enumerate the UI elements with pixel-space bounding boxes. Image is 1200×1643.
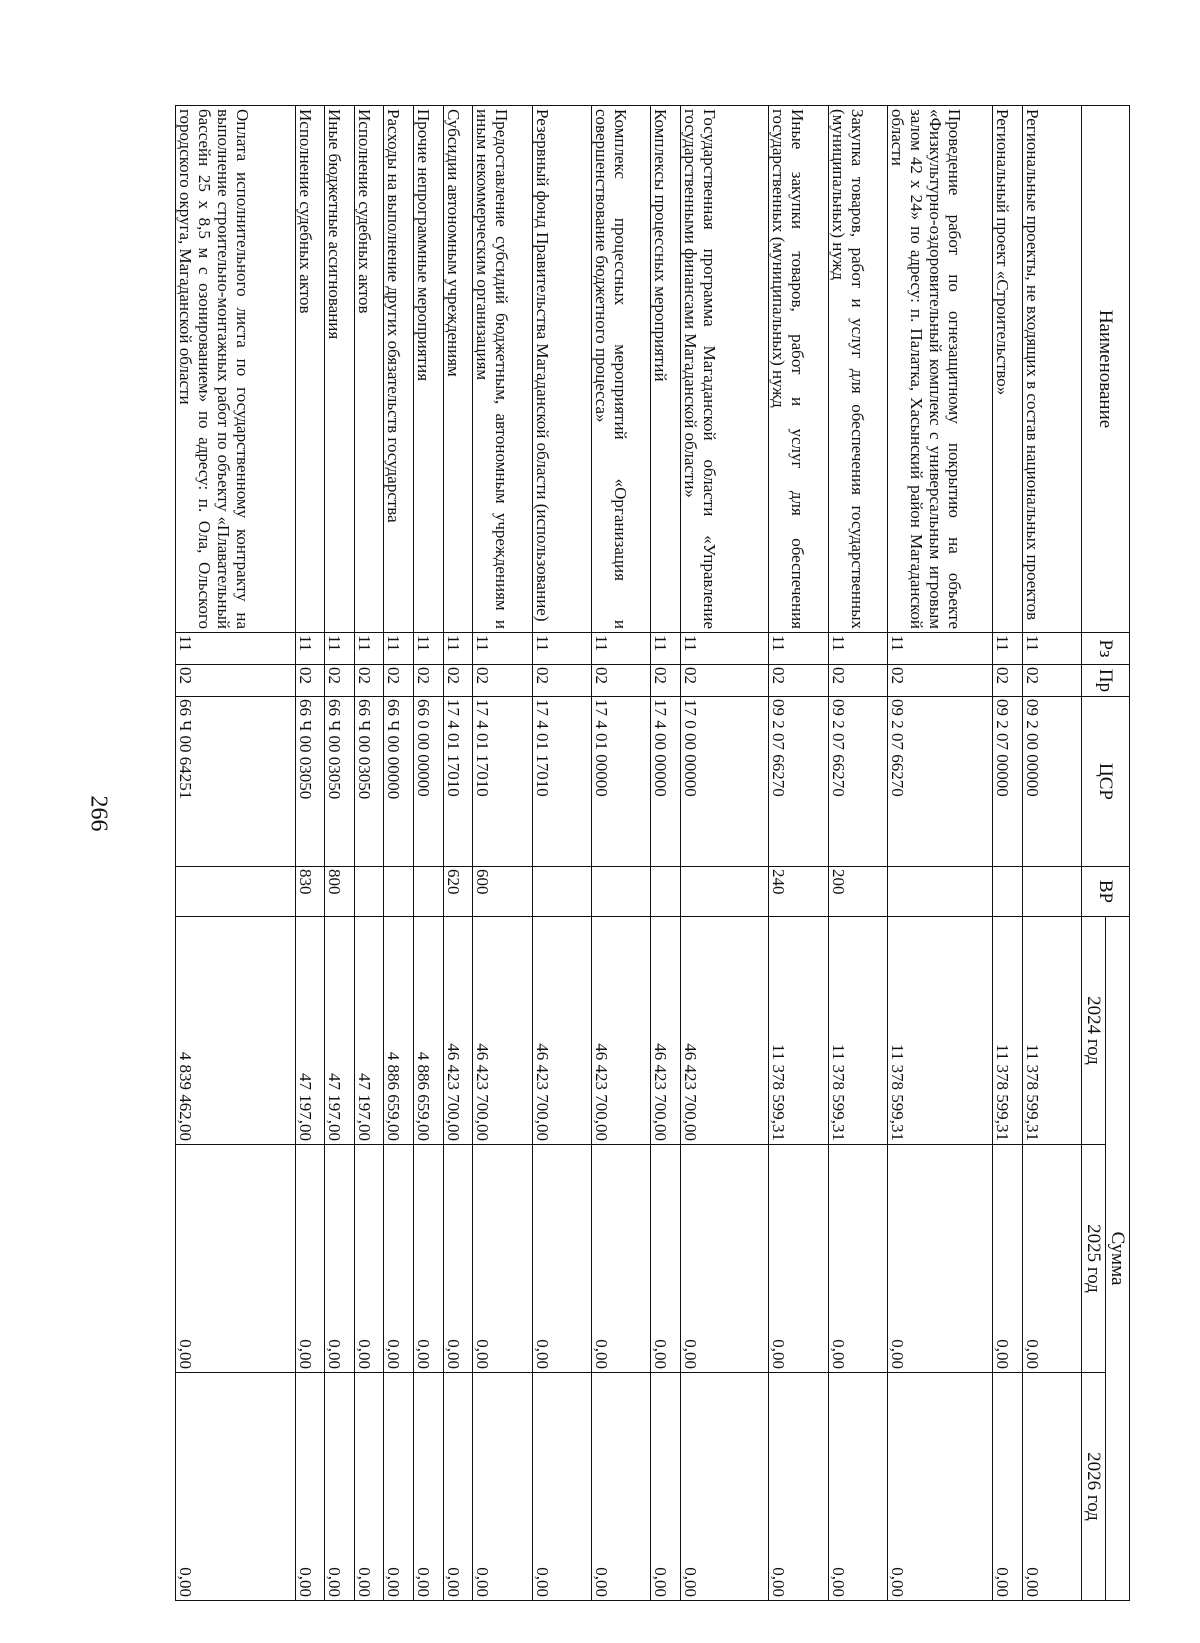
cell-vr [1022,867,1081,917]
cell-pr: 02 [473,665,532,697]
cell-y2024: 11 378 599,31 [769,917,828,1145]
cell-y2026: 0,00 [680,1373,769,1601]
cell-y2026: 0,00 [443,1373,473,1601]
cell-pr: 02 [680,665,769,697]
cell-vr: 620 [443,867,473,917]
cell-name: Проведение работ по огнезащитному покрытию на объекте «Физкультурно-оздоровительный комплекс с универсальным игровым залом 42 х 24» по адресу: п. Палатка, Хасынский район Магаданской области [887,106,992,633]
cell-rz: 11 [887,633,992,665]
cell-y2024: 46 423 700,00 [473,917,532,1145]
cell-y2025: 0,00 [295,1145,325,1373]
cell-y2026: 0,00 [769,1373,828,1601]
cell-csr: 09 2 00 00000 [1022,697,1081,867]
table-row [295,106,325,1601]
cell-csr: 66 Ч 00 64251 [176,697,296,867]
cell-name: Прочие непрограммные мероприятия [414,106,444,633]
cell-y2024: 11 378 599,31 [993,917,1023,1145]
cell-rz: 11 [354,633,384,665]
table-row [650,106,680,1601]
cell-y2024: 47 197,00 [295,917,325,1145]
header-2024: 2024 год [1082,917,1106,1145]
cell-y2024: 46 423 700,00 [532,917,591,1145]
header-2026: 2026 год [1082,1373,1106,1601]
cell-csr: 66 Ч 00 00000 [384,697,414,867]
cell-csr: 17 4 01 17010 [473,697,532,867]
cell-name: Предоставление субсидий бюджетным, автономным учреждениям и иным некоммерческим организациям [473,106,532,633]
cell-y2026: 0,00 [532,1373,591,1601]
cell-rz: 11 [532,633,591,665]
cell-rz: 11 [650,633,680,665]
cell-y2025: 0,00 [443,1145,473,1373]
cell-csr: 17 0 00 00000 [680,697,769,867]
table-row [176,106,296,1601]
cell-vr [887,867,992,917]
cell-pr: 02 [1022,665,1081,697]
cell-vr [384,867,414,917]
cell-vr: 240 [769,867,828,917]
cell-name: Региональный проект «Строительство» [993,106,1023,633]
cell-name: Комплекс процессных мероприятий «Организация и совершенствование бюджетного процесса» [591,106,650,633]
cell-csr: 66 Ч 00 03050 [325,697,355,867]
cell-csr: 09 2 07 00000 [993,697,1023,867]
cell-name: Иные закупки товаров, работ и услуг для обеспечения государственных (муниципальных) нужд [769,106,828,633]
cell-y2024: 47 197,00 [325,917,355,1145]
cell-vr [176,867,296,917]
cell-y2024: 46 423 700,00 [591,917,650,1145]
cell-name: Закупка товаров, работ и услуг для обеспечения государственных (муниципальных) нужд [828,106,887,633]
cell-y2025: 0,00 [887,1145,992,1373]
cell-pr: 02 [650,665,680,697]
cell-name: Оплата исполнительного листа по государственному контракту на выполнение строительно-монтажных работ по объекту «Плавательный бассейн 25 х 8,5 м с озонированием» по адресу: п. Ола, Ольского городского округа, Магаданской области [176,106,296,633]
cell-y2025: 0,00 [1022,1145,1081,1373]
cell-y2025: 0,00 [680,1145,769,1373]
cell-y2026: 0,00 [354,1373,384,1601]
cell-name: Комплексы процессных мероприятий [650,106,680,633]
page-number: 266 [85,795,112,832]
table-row [993,106,1023,1601]
cell-y2025: 0,00 [828,1145,887,1373]
cell-y2024: 11 378 599,31 [887,917,992,1145]
cell-rz: 11 [1022,633,1081,665]
cell-pr: 02 [176,665,296,697]
table-row [769,106,828,1601]
cell-y2025: 0,00 [354,1145,384,1373]
cell-rz: 11 [680,633,769,665]
cell-y2024: 11 378 599,31 [1022,917,1081,1145]
cell-vr: 200 [828,867,887,917]
cell-csr: 09 2 07 66270 [769,697,828,867]
header-vr: ВР [1082,867,1130,917]
cell-rz: 11 [993,633,1023,665]
cell-csr: 17 4 01 17010 [443,697,473,867]
cell-pr: 02 [769,665,828,697]
cell-vr [414,867,444,917]
cell-vr [993,867,1023,917]
cell-y2025: 0,00 [176,1145,296,1373]
cell-name: Расходы на выполнение других обязательств государства [384,106,414,633]
cell-y2024: 47 197,00 [354,917,384,1145]
table-row [384,106,414,1601]
table-row [591,106,650,1601]
cell-rz: 11 [591,633,650,665]
cell-y2026: 0,00 [473,1373,532,1601]
cell-vr [354,867,384,917]
cell-y2025: 0,00 [532,1145,591,1373]
table-row [1022,106,1081,1601]
cell-name: Исполнение судебных актов [295,106,325,633]
cell-rz: 11 [295,633,325,665]
header-sum: Сумма [1106,917,1130,1601]
cell-vr [680,867,769,917]
table-row [532,106,591,1601]
cell-y2026: 0,00 [384,1373,414,1601]
cell-pr: 02 [443,665,473,697]
cell-csr: 09 2 07 66270 [887,697,992,867]
cell-y2026: 0,00 [650,1373,680,1601]
cell-csr: 17 4 01 17010 [532,697,591,867]
cell-pr: 02 [993,665,1023,697]
cell-rz: 11 [414,633,444,665]
cell-pr: 02 [591,665,650,697]
cell-vr [650,867,680,917]
cell-y2026: 0,00 [325,1373,355,1601]
cell-y2025: 0,00 [993,1145,1023,1373]
table-row [473,106,532,1601]
header-rz: Рз [1082,633,1130,665]
cell-y2026: 0,00 [1022,1373,1081,1601]
cell-rz: 11 [384,633,414,665]
cell-pr: 02 [414,665,444,697]
cell-y2024: 4 886 659,00 [384,917,414,1145]
cell-y2026: 0,00 [414,1373,444,1601]
cell-vr: 800 [325,867,355,917]
cell-y2026: 0,00 [993,1373,1023,1601]
header-pr: Пр [1082,665,1130,697]
cell-y2024: 46 423 700,00 [680,917,769,1145]
cell-pr: 02 [532,665,591,697]
cell-csr: 09 2 07 66270 [828,697,887,867]
cell-name: Региональные проекты, не входящих в состав национальных проектов [1022,106,1081,633]
cell-vr [532,867,591,917]
table-row [443,106,473,1601]
cell-name: Субсидии автономным учреждениям [443,106,473,633]
cell-csr: 17 4 00 00000 [650,697,680,867]
cell-pr: 02 [354,665,384,697]
cell-y2026: 0,00 [828,1373,887,1601]
table-row [887,106,992,1601]
cell-y2025: 0,00 [650,1145,680,1373]
cell-name: Иные бюджетные ассигнования [325,106,355,633]
cell-rz: 11 [769,633,828,665]
cell-csr: 17 4 01 00000 [591,697,650,867]
cell-name: Резервный фонд Правительства Магаданской области (использование) [532,106,591,633]
table-row [414,106,444,1601]
cell-rz: 11 [473,633,532,665]
cell-y2025: 0,00 [769,1145,828,1373]
cell-pr: 02 [325,665,355,697]
cell-y2025: 0,00 [591,1145,650,1373]
cell-y2025: 0,00 [325,1145,355,1373]
cell-name: Государственная программа Магаданской области «Управление государственными финансами Магаданской области» [680,106,769,633]
table-row [828,106,887,1601]
budget-table [175,105,1130,1601]
cell-pr: 02 [828,665,887,697]
cell-vr: 600 [473,867,532,917]
table-row [680,106,769,1601]
cell-csr: 66 0 00 00000 [414,697,444,867]
header-2025: 2025 год [1082,1145,1106,1373]
cell-rz: 11 [176,633,296,665]
cell-y2025: 0,00 [473,1145,532,1373]
cell-y2024: 46 423 700,00 [650,917,680,1145]
cell-y2026: 0,00 [887,1373,992,1601]
table-row [325,106,355,1601]
header-row-1 [1106,106,1130,1601]
header-name: Наименование [1082,106,1130,633]
cell-vr: 830 [295,867,325,917]
cell-csr: 66 Ч 00 03050 [354,697,384,867]
cell-pr: 02 [384,665,414,697]
budget-table-rotated [175,105,1130,1600]
cell-y2026: 0,00 [295,1373,325,1601]
cell-y2024: 11 378 599,31 [828,917,887,1145]
table-row [354,106,384,1601]
cell-pr: 02 [295,665,325,697]
cell-csr: 66 Ч 00 03050 [295,697,325,867]
cell-y2026: 0,00 [591,1373,650,1601]
cell-y2024: 4 839 462,00 [176,917,296,1145]
cell-name: Исполнение судебных актов [354,106,384,633]
cell-rz: 11 [443,633,473,665]
header-csr: ЦСР [1082,697,1130,867]
cell-y2024: 46 423 700,00 [443,917,473,1145]
cell-rz: 11 [828,633,887,665]
cell-y2025: 0,00 [384,1145,414,1373]
cell-y2026: 0,00 [176,1373,296,1601]
cell-pr: 02 [887,665,992,697]
cell-rz: 11 [325,633,355,665]
table-body [176,106,1082,1601]
cell-y2025: 0,00 [414,1145,444,1373]
cell-vr [591,867,650,917]
cell-y2024: 4 886 659,00 [414,917,444,1145]
